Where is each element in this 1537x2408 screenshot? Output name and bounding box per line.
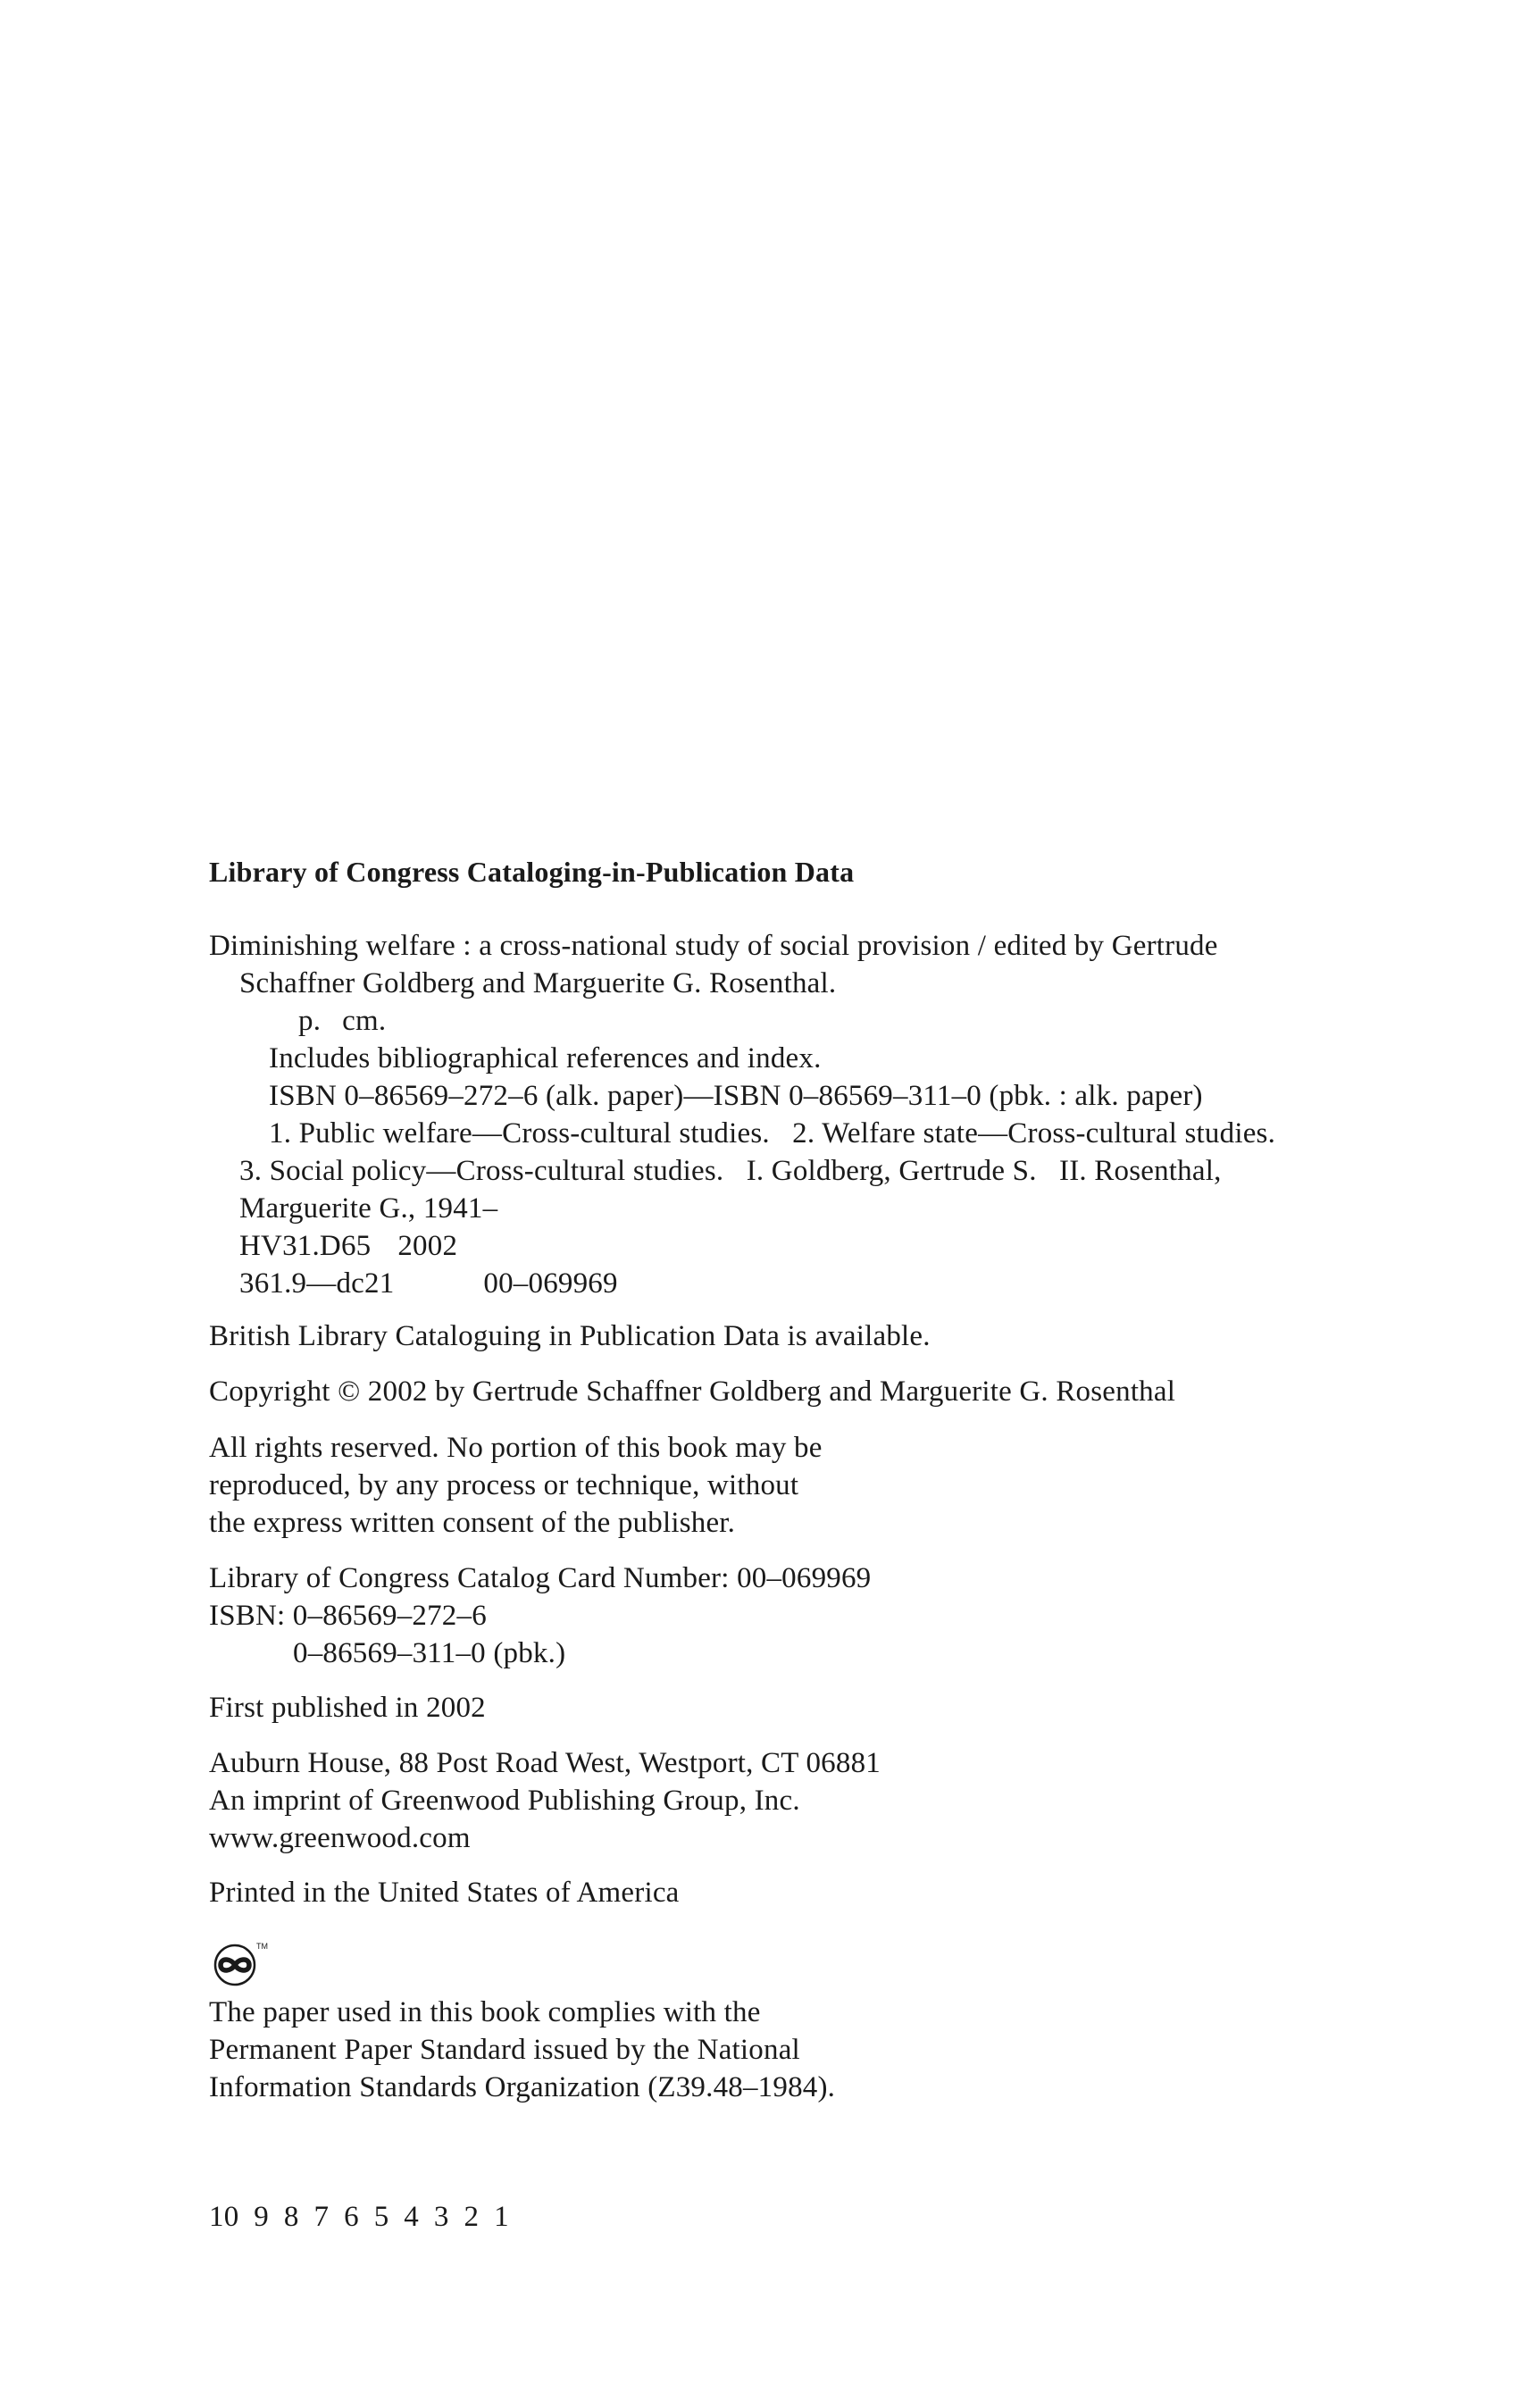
- copyright-text: Copyright © 2002 by Gertrude Schaffner Goldberg and Marguerite G. Rosenthal: [209, 1375, 1176, 1408]
- cip-lc-year: 2002: [397, 1230, 458, 1262]
- cip-heading: Library of Congress Cataloging-in-Publication Data: [209, 856, 855, 888]
- catalog-isbn-pbk: 0–86569–311–0 (pbk.): [293, 1637, 566, 1669]
- copyright-notice: [209, 1373, 1459, 1410]
- cip-block: [209, 853, 1459, 890]
- publisher-info: [209, 1744, 1459, 1857]
- paper-notice: [209, 1994, 1459, 2106]
- british-library-text: British Library Cataloguing in Publication Data is available.: [209, 1320, 931, 1352]
- paper-notice-line-2: Permanent Paper Standard issued by the National: [209, 2034, 800, 2066]
- publisher-address: Auburn House, 88 Post Road West, Westport, CT 06881: [209, 1747, 881, 1779]
- cip-includes: Includes bibliographical references and index.: [269, 1042, 822, 1074]
- catalog-isbn: ISBN: 0–86569–272–6: [209, 1600, 487, 1632]
- rights-line-2: reproduced, by any process or technique, without: [209, 1469, 799, 1501]
- cip-pages: p.: [298, 1005, 322, 1037]
- cip-physical-description: [209, 1002, 1459, 1040]
- cip-lc-class-line: [209, 1227, 1459, 1265]
- publisher-imprint: An imprint of Greenwood Publishing Group, Inc.: [209, 1785, 800, 1817]
- paper-notice-line-1: The paper used in this book complies with the: [209, 1996, 761, 2028]
- catalog-info: [209, 1559, 1459, 1672]
- first-published: [209, 1689, 1459, 1727]
- cip-cm: cm.: [342, 1005, 387, 1037]
- rights-line-3: the express written consent of the publisher.: [209, 1507, 736, 1539]
- cip-lccn: 00–069969: [483, 1267, 618, 1300]
- printed-in: [209, 1874, 1459, 1911]
- rights-line-1: All rights reserved. No portion of this book may be: [209, 1432, 823, 1464]
- catalog-card-number: Library of Congress Catalog Card Number: 00–069969: [209, 1562, 872, 1594]
- rights-notice: [209, 1429, 1459, 1542]
- cip-dewey: 361.9—dc21: [239, 1267, 395, 1300]
- british-library-note: [209, 1317, 1459, 1355]
- cip-subjects-line-1: 1. Public welfare—Cross-cultural studies. 2. Welfare state—Cross-cultural studies.: [269, 1117, 1276, 1150]
- printing-line-text: 10 9 8 7 6 5 4 3 2 1: [209, 2201, 509, 2233]
- printed-in-text: Printed in the United States of America: [209, 1877, 680, 1909]
- cip-subjects-line-3: Marguerite G., 1941–: [239, 1192, 498, 1225]
- cip-title-line-1: Diminishing welfare : a cross-national study of social provision / edited by Gertrude: [209, 930, 1218, 962]
- printing-line: [209, 2123, 1459, 2311]
- cip-record: [209, 927, 1459, 1302]
- first-published-text: First published in 2002: [209, 1692, 486, 1724]
- cip-isbn-line: ISBN 0–86569–272–6 (alk. paper)—ISBN 0–86569–311–0 (pbk. : alk. paper): [269, 1080, 1203, 1112]
- paper-notice-line-3: Information Standards Organization (Z39.48–1984).: [209, 2071, 836, 2103]
- cip-subjects-line-2: 3. Social policy—Cross-cultural studies. I. Goldberg, Gertrude S. II. Rosenthal,: [239, 1155, 1222, 1187]
- cip-lc-class: HV31.D65: [239, 1230, 372, 1262]
- cip-dewey-line: [209, 1265, 1459, 1302]
- cip-title-line-2: Schaffner Goldberg and Marguerite G. Rosenthal.: [239, 967, 837, 999]
- infinity-icon: [209, 1938, 271, 1986]
- trademark-label: TM: [256, 1942, 268, 1951]
- publisher-website: www.greenwood.com: [209, 1822, 471, 1854]
